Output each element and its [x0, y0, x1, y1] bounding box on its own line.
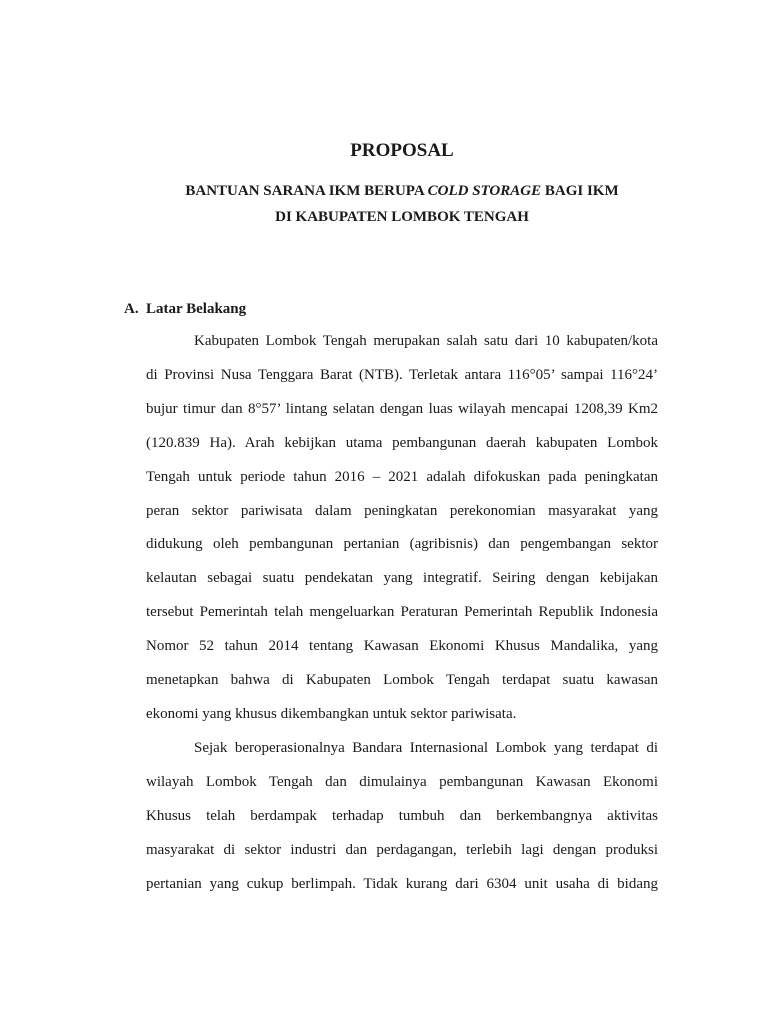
paragraph-line: Khusus telah berdampak terhadap tumbuh dan berkembangnya aktivitas	[146, 807, 658, 824]
paragraph-line: Kabupaten Lombok Tengah merupakan salah satu dari 10 kabupaten/kota	[194, 333, 658, 349]
paragraph-line: didukung oleh pembangunan pertanian (agribisnis) dan pengembangan sektor	[146, 536, 658, 553]
section-heading	[124, 299, 246, 319]
document-title: PROPOSAL	[350, 140, 454, 161]
paragraph-line: di Provinsi Nusa Tenggara Barat (NTB). Terletak antara 116°05’ sampai 116°24’	[146, 366, 658, 383]
paragraph-line: peran sektor pariwisata dalam peningkatan perekonomian masyarakat yang	[146, 502, 658, 519]
paragraph-line: Sejak beroperasionalnya Bandara Internasional Lombok yang terdapat di	[194, 740, 658, 756]
paragraph-line: bujur timur dan 8°57’ lintang selatan dengan luas wilayah mencapai 1208,39 Km2	[146, 400, 658, 417]
paragraph-line: masyarakat di sektor industri dan perdagangan, terlebih lagi dengan produksi	[146, 841, 658, 858]
paragraph-line: (120.839 Ha). Arah kebijkan utama pembangunan daerah kabupaten Lombok	[146, 434, 658, 451]
paragraph-line: wilayah Lombok Tengah dan dimulainya pembangunan Kawasan Ekonomi	[146, 773, 658, 790]
paragraph-line: menetapkan bahwa di Kabupaten Lombok Tengah terdapat suatu kawasan	[146, 672, 658, 689]
subtitle-text-post: BAGI IKM	[541, 183, 619, 199]
paragraph-line: tersebut Pemerintah telah mengeluarkan Peraturan Pemerintah Republik Indonesia	[146, 604, 658, 621]
subtitle-text-italic: COLD STORAGE	[427, 183, 542, 199]
paragraph-latar-belakang-1	[146, 325, 658, 732]
section-heading-text: Latar Belakang	[146, 301, 247, 317]
section-letter: A.	[124, 301, 139, 317]
document-subtitle-line-2: DI KABUPATEN LOMBOK TENGAH	[275, 209, 529, 225]
subtitle-text-pre: BANTUAN SARANA IKM BERUPA	[185, 183, 428, 199]
paragraph-line: Tengah untuk periode tahun 2016 – 2021 adalah difokuskan pada peningkatan	[146, 468, 658, 485]
paragraph-line: pertanian yang cukup berlimpah. Tidak kurang dari 6304 unit usaha di bidang	[146, 875, 658, 892]
paragraph-line-last: ekonomi yang khusus dikembangkan untuk sektor pariwisata.	[146, 705, 517, 722]
paragraph-line: kelautan sebagai suatu pendekatan yang integratif. Seiring dengan kebijakan	[146, 570, 658, 587]
paragraph-latar-belakang-2	[146, 732, 658, 902]
paragraph-line: Nomor 52 tahun 2014 tentang Kawasan Ekonomi Khusus Mandalika, yang	[146, 638, 658, 655]
document-subtitle-line-1	[0, 181, 768, 201]
